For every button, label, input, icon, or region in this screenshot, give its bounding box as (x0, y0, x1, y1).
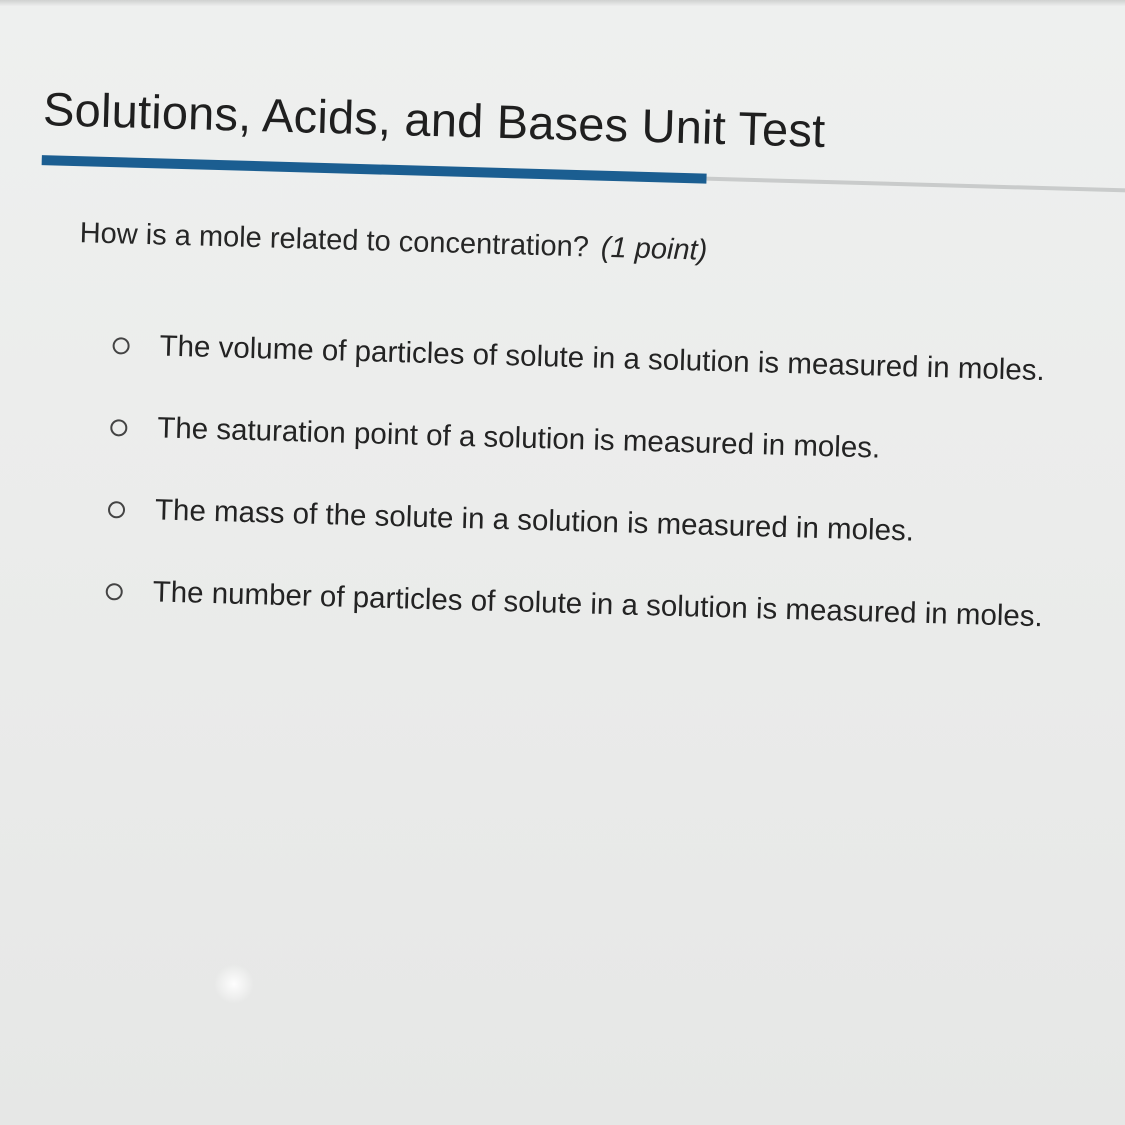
radio-button[interactable] (110, 419, 127, 436)
radio-button[interactable] (106, 583, 123, 600)
radio-button[interactable] (112, 337, 129, 354)
answer-options (105, 304, 1051, 658)
page-title: Solutions, Acids, and Bases Unit Test (42, 82, 827, 158)
answer-option-label[interactable]: The mass of the solute in a solution is measured in moles. (154, 493, 915, 548)
screen-glare (214, 964, 254, 1004)
answer-option-label[interactable]: The volume of particles of solute in a solution is measured in moles. (159, 329, 1046, 388)
progress-bar (42, 158, 1125, 192)
question-text: How is a mole related to concentration? (79, 217, 590, 264)
answer-option-label[interactable]: The number of particles of solute in a solution is measured in moles. (152, 575, 1044, 634)
answer-option-label[interactable]: The saturation point of a solution is measured in moles. (156, 411, 881, 465)
progress-bar-fill (42, 155, 707, 184)
question-prompt (79, 217, 707, 268)
radio-button[interactable] (108, 501, 125, 518)
question-points: (1 point) (600, 231, 708, 267)
